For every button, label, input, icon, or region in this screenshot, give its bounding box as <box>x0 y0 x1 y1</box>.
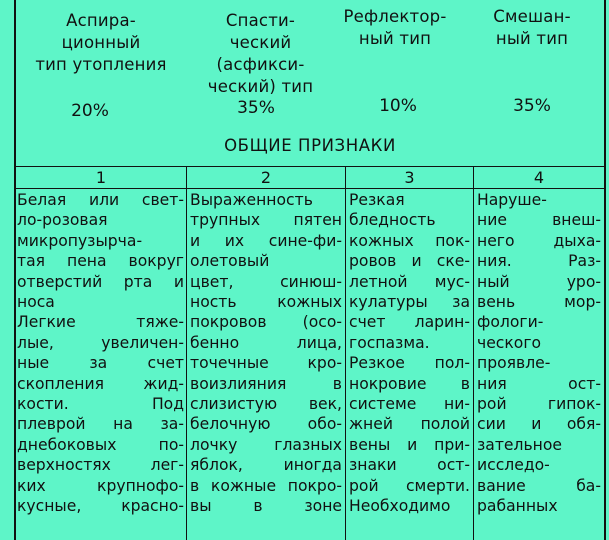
text-line: верхностях лег- <box>17 456 184 475</box>
text-line: трупных пятен <box>190 211 342 230</box>
text-line: лочку глазных <box>190 435 342 454</box>
section-title: ОБЩИЕ ПРИЗНАКИ <box>224 136 396 155</box>
text-line: него дыха- <box>477 231 601 250</box>
text-line: кости. Под <box>17 395 184 414</box>
text-line: бенно лица, <box>190 333 342 352</box>
text-line: лые, увеличен- <box>17 333 184 352</box>
text-line: жней полой <box>349 415 470 434</box>
text-line: ность кожных <box>190 293 342 312</box>
header-line: ный тип <box>358 29 432 48</box>
text-line: нокровие в <box>349 374 470 393</box>
text-line: и их сине-фи- <box>190 231 342 250</box>
text-line: Необходимо <box>349 497 451 516</box>
text-line: микропузырча- <box>17 231 143 250</box>
type-header-mixed <box>466 6 598 50</box>
text-line: бледность <box>349 211 436 230</box>
header-line: ческий) тип <box>207 77 314 96</box>
text-line: тая пена вокруг <box>17 252 184 271</box>
text-line: фологи- <box>477 313 544 332</box>
text-line: Белая или свет- <box>17 191 184 209</box>
text-line: рой гипок- <box>477 395 601 414</box>
column-divider <box>473 166 474 540</box>
column-number-3: 3 <box>404 168 415 187</box>
text-line: рой смерти. <box>349 476 470 495</box>
text-line: скопления жид- <box>17 374 184 393</box>
text-line: ный уро- <box>477 272 601 291</box>
text-line: воизлияния в <box>190 374 342 393</box>
column-divider <box>186 166 187 540</box>
text-line: слизистую век, <box>190 395 342 414</box>
text-line: ния. Раз- <box>477 252 601 271</box>
text-line: отверстий рта и <box>17 272 184 291</box>
text-line: днебоковых по- <box>17 435 184 454</box>
percent-mixed: 35% <box>513 96 551 116</box>
text-line: знаки ост- <box>349 456 470 475</box>
header-line: тип утопления <box>35 55 167 74</box>
text-line: Резкая <box>349 191 405 209</box>
column-number-4: 4 <box>533 168 545 187</box>
text-line: в кожные покро- <box>190 476 342 495</box>
text-line: исследо- <box>477 456 550 475</box>
number-row-divider <box>14 188 606 189</box>
header-line: (асфикси- <box>216 55 305 74</box>
text-line: цвет, синюш- <box>190 272 342 291</box>
column-number-2: 2 <box>260 168 272 187</box>
text-line: рабанных <box>477 497 558 516</box>
column-4-text <box>477 190 601 517</box>
text-line: точечные кро- <box>190 354 342 373</box>
text-line: кожных пок- <box>349 231 470 250</box>
text-line: олетовый <box>190 252 270 271</box>
text-line: летной мус- <box>349 272 470 291</box>
percent-aspiration: 20% <box>71 101 109 121</box>
text-line: вы в зоне <box>190 497 342 516</box>
header-line: Смешан- <box>493 7 571 26</box>
text-line: кулатуры за <box>349 293 470 312</box>
column-1-text <box>17 190 184 517</box>
percent-reflex: 10% <box>379 96 417 116</box>
header-line: ческий <box>229 33 292 52</box>
text-line: Наруше- <box>477 191 547 209</box>
text-line: счет ларин- <box>349 313 470 332</box>
text-line: кусные, красно- <box>17 497 184 516</box>
text-line: ние внеш- <box>477 211 601 230</box>
text-line: яблок, иногда <box>190 456 342 475</box>
type-header-spastic <box>188 10 333 98</box>
text-line: системе ни- <box>349 395 470 414</box>
header-line: Рефлектор- <box>343 7 447 26</box>
column-divider <box>345 166 346 540</box>
text-line: Резкое пол- <box>349 354 470 373</box>
text-line: белочную обо- <box>190 415 342 434</box>
text-line: зательное <box>477 435 563 454</box>
type-header-aspiration <box>22 10 180 76</box>
text-line: покровов (осо- <box>190 313 342 332</box>
column-2-text <box>190 190 342 517</box>
percent-spastic: 35% <box>237 98 275 118</box>
column-number-1: 1 <box>95 168 107 187</box>
text-line: госпазма. <box>349 333 430 352</box>
text-line: вание ба- <box>477 476 601 495</box>
text-line: ло-розовая <box>17 211 108 230</box>
header-line: Аспира- <box>66 11 136 30</box>
text-line: плеврой на за- <box>17 415 184 434</box>
text-line: носа <box>17 293 55 312</box>
type-header-reflex <box>330 6 460 50</box>
text-line: вень мор- <box>477 293 601 312</box>
text-line: ровов и скe- <box>349 252 470 271</box>
text-line: ные за счет <box>17 354 184 373</box>
text-line: Легкие тяже- <box>17 313 184 332</box>
text-line: ния ост- <box>477 374 601 393</box>
text-line: сии и обя- <box>477 415 601 434</box>
text-line: ких крупнофо- <box>17 476 184 495</box>
text-line: Выраженность <box>190 191 313 209</box>
text-line: ческого <box>477 333 542 352</box>
header-divider <box>14 166 606 167</box>
header-line: ционный <box>61 33 141 52</box>
header-line: ный тип <box>495 29 569 48</box>
text-line: вены и при- <box>349 435 470 454</box>
header-line: Спасти- <box>225 11 296 30</box>
text-line: проявле- <box>477 354 551 373</box>
column-3-text <box>349 190 470 517</box>
